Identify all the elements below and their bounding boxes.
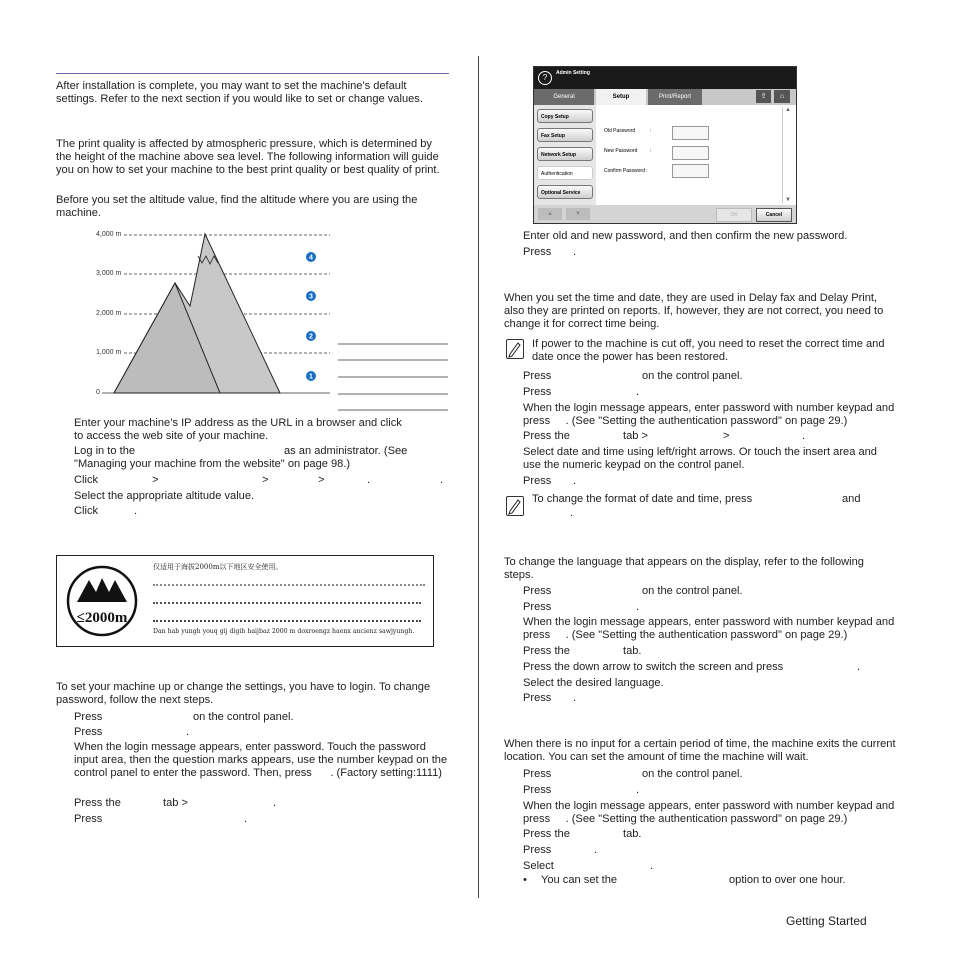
alt-label-1000: 1,000 m <box>96 349 122 356</box>
step-ip-line2: to access the web site of your machine. <box>74 430 269 442</box>
column-divider <box>478 56 479 898</box>
time-step4-c: > <box>723 430 730 442</box>
step-click-a: Click <box>74 474 99 486</box>
section-rule-top <box>56 73 449 74</box>
time-step3: When the login message appears, enter password with number keypad and press . (See "Setting the authentication password" on page 29.) <box>523 402 895 427</box>
timeout-step1-b: on the control panel. <box>642 768 743 780</box>
time-step1-b: on the control panel. <box>642 370 743 382</box>
confirm-password-label: Confirm Password : <box>604 168 648 174</box>
time-step1-a: Press <box>523 370 552 382</box>
timeout-intro: When there is no input for a certain period of time, the machine exits the current location. You can set the amount of time the machine will wait. <box>504 738 896 763</box>
lang-step1-a: Press <box>523 585 552 597</box>
step-click-end: . <box>440 474 444 486</box>
lang-step3: When the login message appears, enter password with number keypad and press . (See "Setting the authentication password" on page 29.) <box>523 616 895 641</box>
time-intro: When you set the time and date, they are used in Delay fax and Delay Print, also they are printed on reports. If, however, they are not correct, you need to change it for correct time being. <box>504 292 884 330</box>
lang-step5-a: Press the down arrow to switch the screen and press <box>523 661 784 673</box>
new-password-field[interactable] <box>672 146 709 160</box>
ok-button[interactable]: OK <box>716 208 752 222</box>
new-password-label: New Password <box>604 148 638 154</box>
timeout-step1-a: Press <box>523 768 552 780</box>
step-click2-a: Click <box>74 505 99 517</box>
intro-paragraph: After installation is complete, you may want to set the machine's default settings. Refer to the next section if you would like to set or change values. <box>56 80 423 105</box>
altitude-illustration <box>90 228 450 414</box>
tab-setup[interactable]: Setup <box>596 89 646 105</box>
admin-setting-screenshot <box>533 66 797 224</box>
altitude-2000m-seal <box>65 564 139 638</box>
time-step6-b: . <box>573 475 577 487</box>
step-click2-b: . <box>134 505 138 517</box>
sign-line-zhuang: Dan hab yungh youq gij digih haijbaz 2000 m doxroengz haenx ancienz sawjyungh. <box>153 628 415 635</box>
step-click-sep2: > <box>262 474 269 486</box>
marker-4: 4 <box>309 254 313 262</box>
timeout-step3: When the login message appears, enter password with number keypad and press . (See "Setting the authentication password" on page 29.) <box>523 800 895 825</box>
time-step4-b: tab > <box>623 430 648 442</box>
alt-label-2000: 2,000 m <box>96 310 122 317</box>
home-icon[interactable]: ⌂ <box>774 90 790 103</box>
time-step4-a: Press the <box>523 430 570 442</box>
alt-label-0: 0 <box>96 389 100 396</box>
authentication-button[interactable]: Authentication <box>537 166 593 180</box>
pw-step-press-b: . <box>573 246 577 258</box>
page-up-button[interactable]: ▲ <box>538 208 562 220</box>
login-step2-b: . <box>186 726 190 738</box>
scroll-down-icon[interactable]: ▼ <box>785 197 791 203</box>
altitude-paragraph-1: The print quality is affected by atmospheric pressure, which is determined by the height of the machine above sea level. The following information will guide you on how to set your machine to the best print quality or best quality of print. <box>56 138 440 176</box>
lang-step1-b: on the control panel. <box>642 585 743 597</box>
confirm-password-field[interactable] <box>672 164 709 178</box>
sign-line-chinese: 仅适用于海拔2000m以下地区安全使用。 <box>153 563 283 571</box>
timeout-bullet-a: You can set the <box>541 874 618 886</box>
fax-setup-button[interactable]: Fax Setup <box>537 128 593 142</box>
timeout-step5-b: . <box>594 844 598 856</box>
altitude-paragraph-2: Before you set the altitude value, find the altitude where you are using the machine. <box>56 194 418 219</box>
lang-step6: Select the desired language. <box>523 677 664 689</box>
lang-step2-a: Press <box>523 601 552 613</box>
login-step5-b: . <box>244 813 248 825</box>
login-step2-a: Press <box>74 726 103 738</box>
tab-general[interactable]: General <box>534 89 594 105</box>
timeout-step2-a: Press <box>523 784 552 796</box>
lang-step7-b: . <box>573 692 577 704</box>
timeout-bullet-b: option to over one hour. <box>729 874 846 886</box>
time-step2-a: Press <box>523 386 552 398</box>
old-password-label: Old Password <box>604 128 636 134</box>
sign-line-script-b <box>153 596 421 604</box>
network-setup-button[interactable]: Network Setup <box>537 147 593 161</box>
admin-scrollbar[interactable] <box>782 107 793 203</box>
lang-step7-a: Press <box>523 692 552 704</box>
time-note: If power to the machine is cut off, you need to reset the correct time and date once the power has been restored. <box>532 338 885 363</box>
login-step3: When the login message appears, enter password. Touch the password input area, then the question marks appears, use the number keypad on the control panel to enter the password. Then, press . (Factory setting:1111) <box>74 741 448 779</box>
step-select-altitude: Select the appropriate altitude value. <box>74 490 255 502</box>
export-icon[interactable]: ⇪ <box>756 90 771 103</box>
step-login-c: "Managing your machine from the website" on page 98.) <box>74 458 351 470</box>
step-ip-line1: Enter your machine’s IP address as the URL in a browser and click <box>74 417 402 429</box>
timeout-step4-a: Press the <box>523 828 570 840</box>
login-intro: To set your machine up or change the settings, you have to login. To change password, follow the next steps. <box>56 681 431 706</box>
cancel-button[interactable]: Cancel <box>756 208 792 222</box>
lang-intro: To change the language that appears on the display, refer to the following steps. <box>504 556 864 581</box>
old-password-field[interactable] <box>672 126 709 140</box>
altitude-markers <box>306 252 316 381</box>
step-click-sep3: > <box>318 474 325 486</box>
timeout-step2-b: . <box>636 784 640 796</box>
altitude-safety-notice <box>56 555 434 647</box>
login-step4-a: Press the <box>74 797 121 809</box>
timeout-step5-a: Press <box>523 844 552 856</box>
pw-step-enter: Enter old and new password, and then confirm the new password. <box>523 230 848 242</box>
pw-step-press-a: Press <box>523 246 552 258</box>
time-step2-b: . <box>636 386 640 398</box>
admin-title-bar <box>534 67 796 89</box>
step-click-sep4: . <box>367 474 371 486</box>
footer-section-title: Getting Started <box>786 914 867 928</box>
time-step6-a: Press <box>523 475 552 487</box>
time-note2-a: To change the format of date and time, press <box>532 493 753 505</box>
alt-label-4000: 4,000 m <box>96 231 122 238</box>
step-login-a: Log in to the <box>74 445 136 457</box>
time-step5: Select date and time using left/right arrows. Or touch the insert area and use the numeric keypad on the control panel. <box>523 446 877 471</box>
time-step4-d: . <box>802 430 806 442</box>
tab-print-report[interactable]: Print/Report <box>648 89 702 105</box>
marker-1: 1 <box>309 373 313 381</box>
marker-3: 3 <box>309 293 313 301</box>
timeout-step4-b: tab. <box>623 828 642 840</box>
lang-step5-b: . <box>857 661 861 673</box>
step-click-sep1: > <box>152 474 159 486</box>
note-icon <box>506 339 524 359</box>
optional-service-button[interactable]: Optional Service <box>537 185 593 199</box>
new-password-colon: : <box>650 148 652 154</box>
lang-step4-a: Press the <box>523 645 570 657</box>
note-icon-2 <box>506 496 524 516</box>
admin-title: Admin Setting <box>556 70 590 76</box>
old-password-colon: : <box>650 128 652 134</box>
sign-line-script-c <box>153 614 421 622</box>
marker-2: 2 <box>309 333 313 341</box>
login-step1-a: Press <box>74 711 103 723</box>
svg-text:≤2000m: ≤2000m <box>76 610 128 626</box>
page-down-button[interactable]: ▼ <box>566 208 590 220</box>
login-step4-c: . <box>273 797 277 809</box>
scroll-up-icon[interactable]: ▲ <box>785 107 791 113</box>
sign-line-script-a <box>153 578 425 586</box>
time-note2-c: . <box>570 507 574 519</box>
copy-setup-button[interactable]: Copy Setup <box>537 109 593 123</box>
help-icon[interactable]: ? <box>538 71 552 85</box>
timeout-bullet-dot: • <box>523 874 527 886</box>
login-step4-b: tab > <box>163 797 188 809</box>
login-step5-a: Press <box>74 813 103 825</box>
step-login-b: as an administrator. (See <box>284 445 408 457</box>
alt-label-3000: 3,000 m <box>96 270 122 277</box>
timeout-step6-b: . <box>650 860 654 872</box>
lang-step2-b: . <box>636 601 640 613</box>
login-step1-b: on the control panel. <box>193 711 294 723</box>
timeout-step6-a: Select <box>523 860 554 872</box>
time-note2-b: and <box>842 493 861 505</box>
lang-step4-b: tab. <box>623 645 642 657</box>
